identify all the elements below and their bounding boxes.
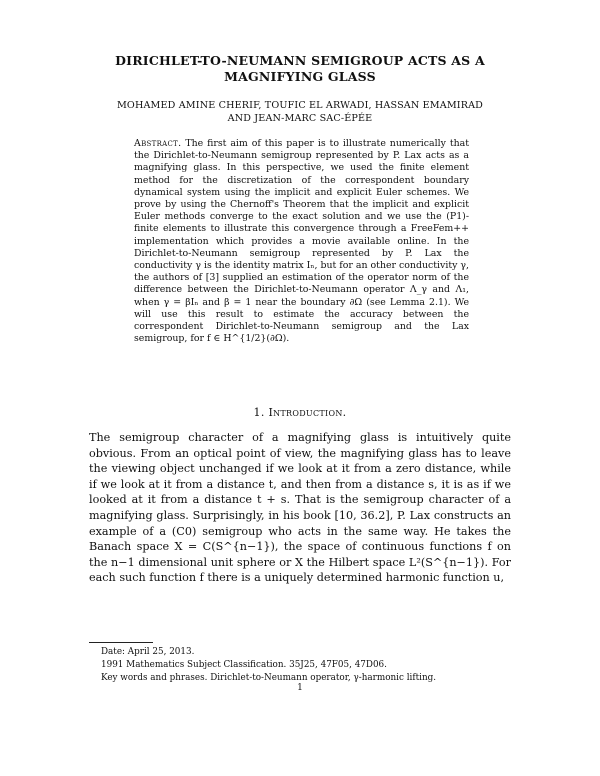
authors-line-1: MOHAMED AMINE CHERIF, TOUFIC EL ARWADI, HASSAN EMAMIRAD: [116, 100, 484, 111]
footnote-msc: 1991 Mathematics Subject Classification. 35J25, 47F05, 47D06.: [101, 660, 387, 670]
abstract-heading: Abstract.: [134, 138, 182, 149]
author-list: [100, 99, 500, 125]
page-number: 1: [297, 683, 303, 693]
abstract-text: The first aim of this paper is to illustrate numerically that the Dirichlet-to-Neumann semigroup represented by P. Lax acts as a magnifying glass. In this perspective, we used the finite element method for the discretization of the correspondent boundary dynamical system using the implicit and explicit Euler schemes. We prove by using the Chernoff's Theorem that the implicit and explicit Euler methods converge to the exact solution and we use the (P1)-finite elements to illustrate this convergence through a FreeFem++ implementation which provides a movie available online. In the Dirichlet-to-Neumann semigroup represented by P. Lax the conductivity γ is the identity matrix Iₙ, but for an other conductivity γ, the authors of [3] supplied an estimation of the operator norm of the difference between the Dirichlet-to-Neumann operator Λ_γ and Λ₁, when γ = βIₙ and β = 1 near the boundary ∂Ω (see Lemma 2.1). We will use this result to estimate the accuracy between the correspondent Dirichlet-to-Neumann semigroup and the Lax semigroup, for f ∈ H^{1/2}(∂Ω).: [134, 138, 469, 345]
title-line-1: DIRICHLET-TO-NEUMANN SEMIGROUP ACTS AS A: [115, 53, 485, 68]
footnote-rule: [89, 642, 153, 643]
footnote-date: Date: April 25, 2013.: [101, 647, 195, 657]
body-paragraph: The semigroup character of a magnifying glass is intuitively quite obvious. From an optical point of view, the magnifying glass has to leave the viewing object unchanged if we look at it from a zero distance, while if we look at it from a distance t, and then from a distance s, it is as if we looked at it from a distance t + s. That is the semigroup character of a magnifying glass. Surprisingly, in his book [10, 36.2], P. Lax constructs an example of a (C0) semigroup who acts in the same way. He takes the Banach space X = C(S^{n−1}), the space of continuous functions f on the n−1 dimensional unit sphere or X the Hilbert space L²(S^{n−1}). For each such function f there is a uniquely determined harmonic function u,: [89, 431, 511, 585]
paper-title: [90, 53, 510, 85]
section-heading: 1. Introduction.: [253, 406, 347, 419]
title-line-2: MAGNIFYING GLASS: [224, 69, 376, 84]
abstract: [134, 138, 469, 345]
footnote-keywords: Key words and phrases. Dirichlet-to-Neumann operator, γ-harmonic lifting.: [101, 673, 437, 683]
authors-line-2: AND JEAN-MARC SAC-ÉPÉE: [227, 113, 373, 124]
